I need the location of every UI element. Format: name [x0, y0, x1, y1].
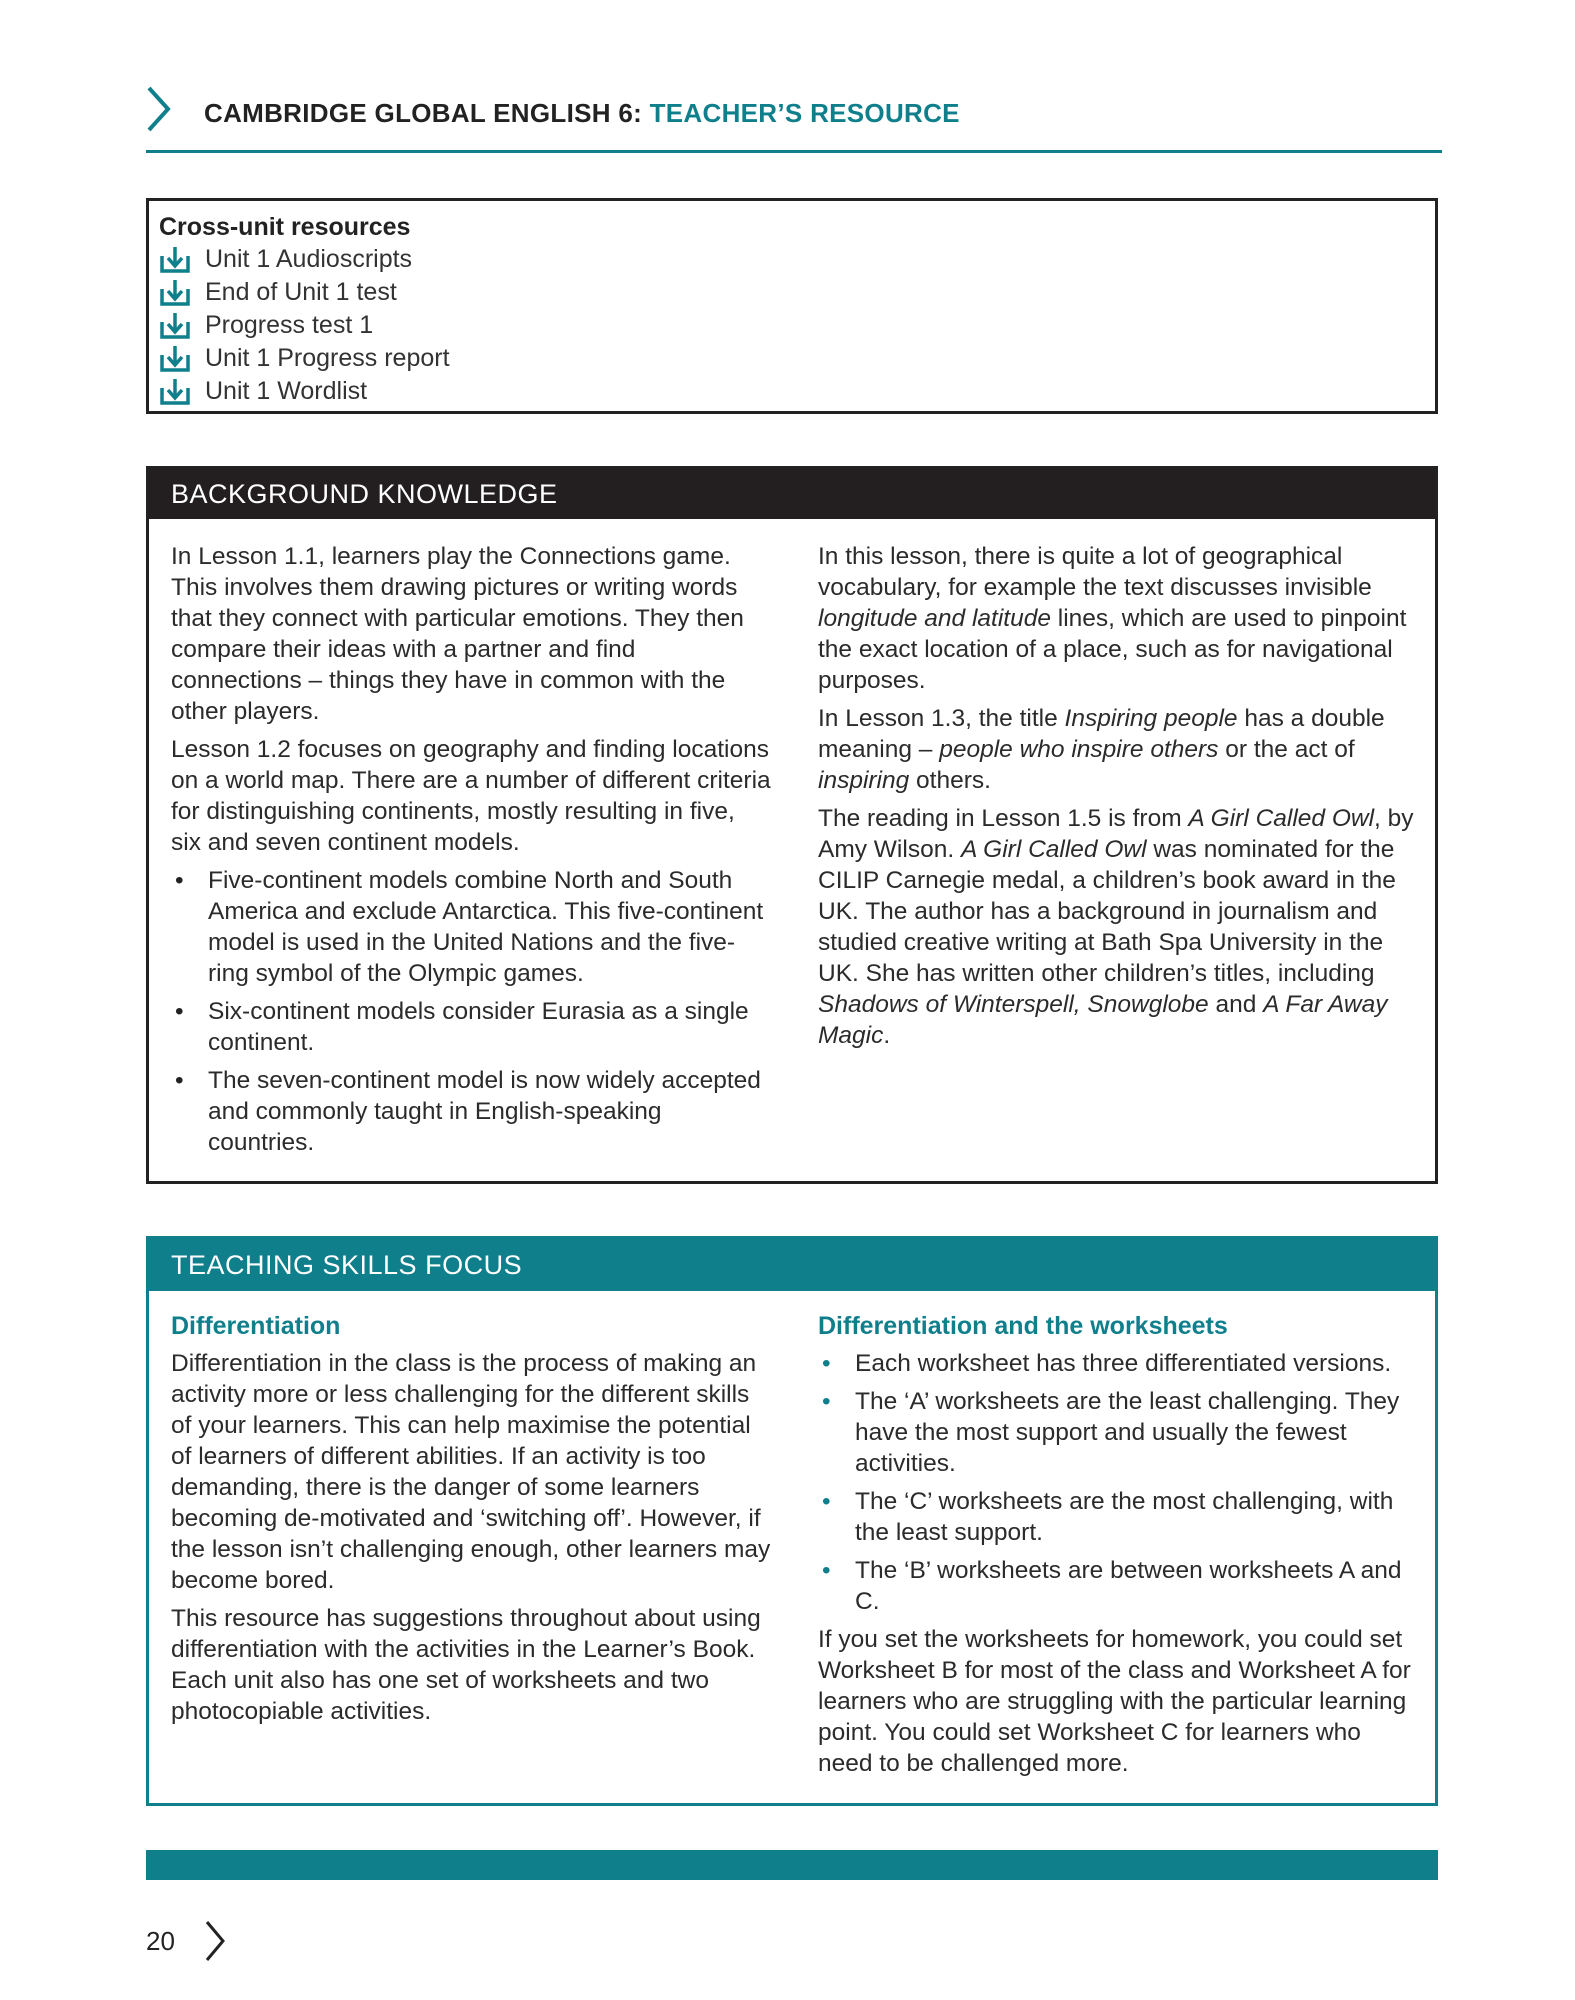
- text-run: and: [1208, 991, 1264, 1018]
- worksheets-title: Differentiation and the worksheets: [818, 1312, 1228, 1340]
- differentiation-title: Differentiation: [171, 1312, 341, 1340]
- page-title: [204, 98, 960, 129]
- text-run-italic: A Girl Called Owl: [1188, 805, 1375, 832]
- background-left-column: [171, 541, 771, 1165]
- text-run-italic: longitude and latitude: [818, 605, 1051, 632]
- resource-item[interactable]: [159, 276, 450, 309]
- footer-bar: [146, 1850, 1438, 1880]
- resource-item[interactable]: [159, 342, 450, 375]
- text-run: .: [883, 1022, 891, 1049]
- download-icon: [159, 378, 191, 406]
- text-run: , by Amy Wilson.: [818, 805, 1414, 863]
- resource-label[interactable]: Unit 1 Wordlist: [205, 377, 368, 405]
- resources-title: Cross-unit resources: [159, 213, 411, 241]
- background-paragraph: [818, 703, 1418, 796]
- text-run-italic: people who inspire others: [939, 736, 1219, 763]
- list-item: • Each worksheet has three differentiated versions.: [818, 1348, 1418, 1379]
- text-run-italic: A Far Away Magic: [818, 991, 1388, 1049]
- background-paragraph: [818, 803, 1418, 1051]
- background-knowledge-heading: BACKGROUND KNOWLEDGE: [171, 479, 558, 509]
- teaching-right-column: [818, 1311, 1418, 1786]
- list-item: • The seven-continent model is now widely accepted and commonly taught in English-speaking countries.: [171, 1065, 771, 1158]
- resource-label[interactable]: Unit 1 Progress report: [205, 344, 450, 372]
- text-run-italic: Shadows of Winterspell, Snowglobe: [818, 991, 1209, 1018]
- cross-unit-resources-box: [146, 198, 1438, 414]
- resource-item[interactable]: [159, 309, 450, 342]
- text-run: was nominated for the CILIP Carnegie medal, a children’s book award in the UK. The author has a background in journalism and studied creative writing at Bath Spa University in the UK. She has written other children’s titles, including: [818, 836, 1396, 987]
- resource-item[interactable]: [159, 375, 450, 408]
- background-paragraph: [818, 541, 1418, 696]
- text-run: The reading in Lesson 1.5 is from: [818, 805, 1189, 832]
- text-run: others.: [909, 767, 991, 794]
- resource-label[interactable]: Unit 1 Audioscripts: [205, 245, 413, 273]
- teaching-skills-heading: TEACHING SKILLS FOCUS: [171, 1250, 523, 1280]
- title-accent: TEACHER’S RESOURCE: [649, 98, 960, 128]
- continent-models-list: [171, 865, 771, 1158]
- download-icon: [159, 312, 191, 340]
- background-knowledge-header: [149, 469, 1435, 519]
- worksheets-list: [818, 1348, 1418, 1617]
- chevron-right-icon: [146, 86, 172, 132]
- text-run: has a double meaning –: [818, 705, 1385, 763]
- teaching-paragraph: Differentiation in the class is the process of making an activity more or less challenging for the different skills of your learners. This can help maximise the potential of learners of different abilities. If an activity is too demanding, there is the danger of some learners becoming de-motivated and ‘switching off’. However, if the lesson isn’t challenging enough, other learners may become bored.: [171, 1350, 771, 1594]
- resource-label[interactable]: Progress test 1: [205, 311, 374, 339]
- text-run: In Lesson 1.3, the title: [818, 705, 1065, 732]
- teaching-skills-header: [149, 1239, 1435, 1291]
- resources-list: [159, 243, 450, 408]
- list-item: • The ‘C’ worksheets are the most challenging, with the least support.: [818, 1486, 1418, 1548]
- download-icon: [159, 246, 191, 274]
- text-run: or the act of: [1218, 736, 1355, 763]
- teaching-paragraph: If you set the worksheets for homework, you could set Worksheet B for most of the class and Worksheet A for learners who are struggling with the particular learning point. You could set Worksheet C for learners who need to be challenged more.: [818, 1626, 1411, 1777]
- background-paragraph: Lesson 1.2 focuses on geography and finding locations on a world map. There are a number of different criteria for distinguishing continents, mostly resulting in five, six and seven continent models.: [171, 736, 771, 856]
- teaching-left-column: [171, 1311, 771, 1734]
- list-item: • The ‘A’ worksheets are the least challenging. They have the most support and usually the fewest activities.: [818, 1386, 1418, 1479]
- list-item: • The ‘B’ worksheets are between worksheets A and C.: [818, 1555, 1418, 1617]
- chevron-right-icon: [204, 1920, 226, 1962]
- background-knowledge-box: [146, 466, 1438, 1184]
- page-number: 20: [146, 1926, 175, 1956]
- background-right-column: [818, 541, 1418, 1058]
- resource-item[interactable]: [159, 243, 450, 276]
- background-paragraph: In Lesson 1.1, learners play the Connections game. This involves them drawing pictures or writing words that they connect with particular emotions. They then compare their ideas with a partner and find connections – things they have in common with the other players.: [171, 543, 744, 725]
- download-icon: [159, 345, 191, 373]
- list-item: • Five-continent models combine North and South America and exclude Antarctica. This five-continent model is used in the United Nations and the five-ring symbol of the Olympic games.: [171, 865, 771, 989]
- text-run-italic: Inspiring people: [1064, 705, 1238, 732]
- text-run: lines, which are used to pinpoint the exact location of a place, such as for navigational purposes.: [818, 605, 1407, 694]
- download-icon: [159, 279, 191, 307]
- list-item: • Six-continent models consider Eurasia as a single continent.: [171, 996, 771, 1058]
- page-header: [146, 86, 1442, 153]
- text-run-italic: inspiring: [818, 767, 910, 794]
- text-run: In this lesson, there is quite a lot of geographical vocabulary, for example the text discusses invisible: [818, 543, 1372, 601]
- teaching-paragraph: This resource has suggestions throughout about using differentiation with the activities in the Learner’s Book. Each unit also has one set of worksheets and two photocopiable activities.: [171, 1605, 761, 1725]
- teaching-skills-box: [146, 1236, 1438, 1806]
- text-run-italic: A Girl Called Owl: [960, 836, 1147, 863]
- title-main: CAMBRIDGE GLOBAL ENGLISH 6:: [204, 98, 650, 128]
- resource-label[interactable]: End of Unit 1 test: [205, 278, 397, 306]
